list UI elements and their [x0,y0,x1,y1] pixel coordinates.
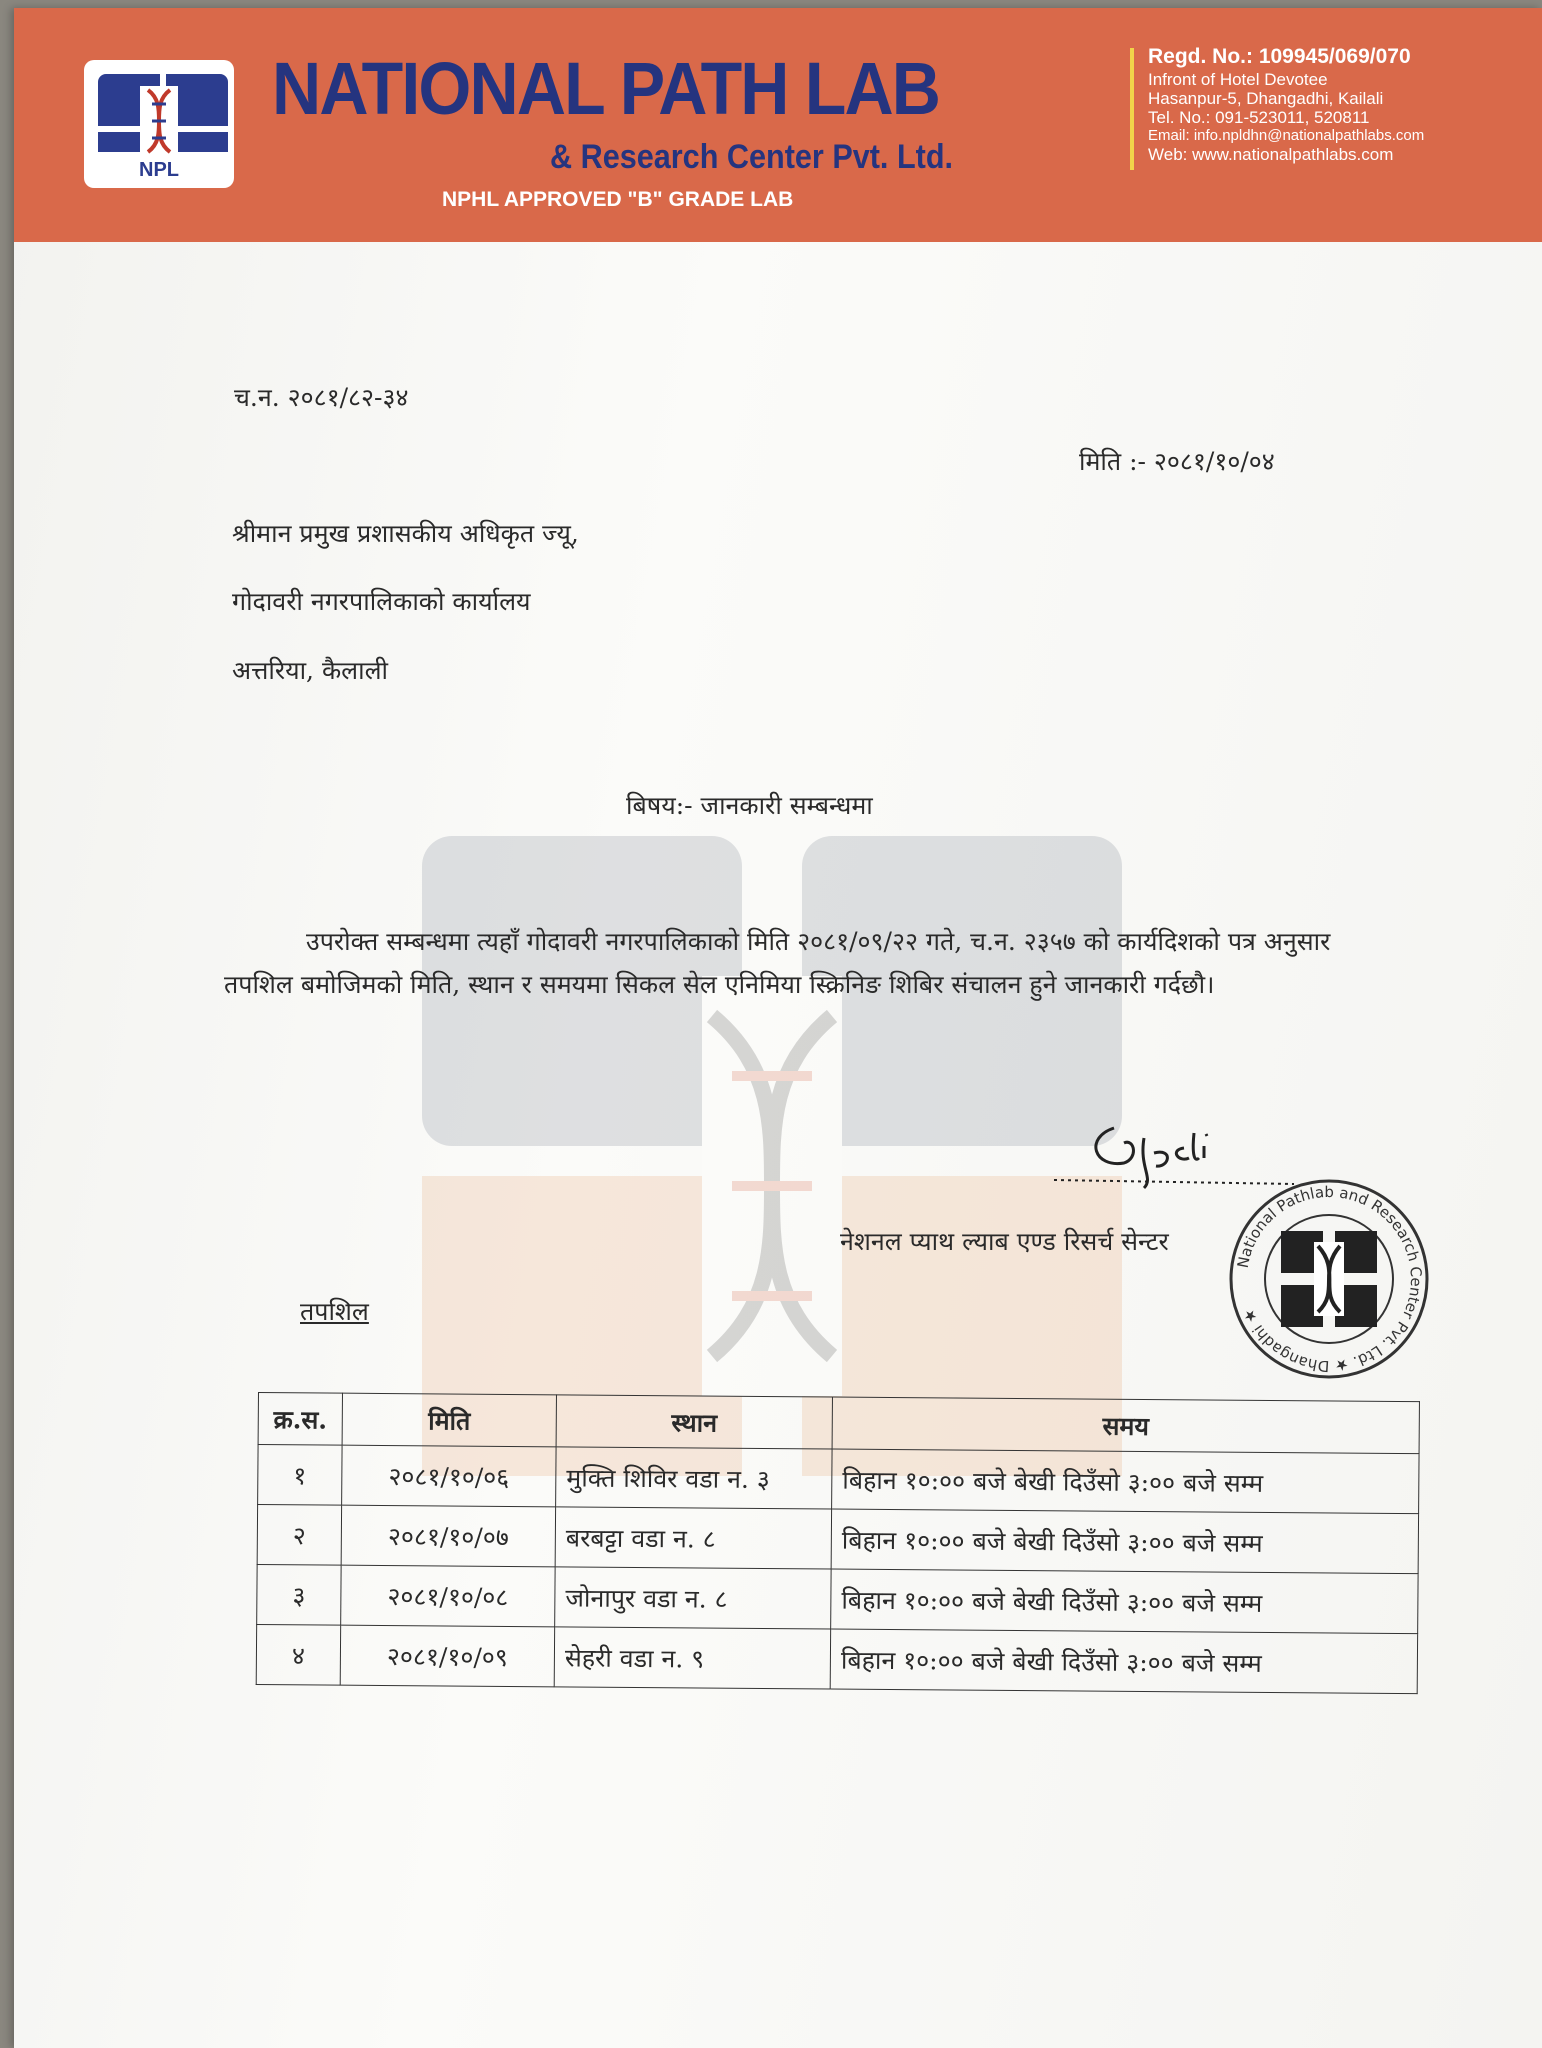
date-cell: २०८१/१०/०९ [340,1625,554,1687]
recipient-line-1: श्रीमान प्रमुख प्रशासकीय अधिकृत ज्यू, [232,519,579,548]
col-time: समय [832,1397,1419,1454]
place-cell: सेहरी वडा न. ९ [554,1627,830,1689]
schedule-title: तपशिल [300,1297,369,1326]
col-place: स्थान [556,1395,832,1449]
header-divider [1130,48,1134,170]
date-cell: २०८१/१०/०७ [341,1505,555,1567]
telephone: Tel. No.: 091-523011, 520811 [1148,108,1370,127]
table-row [257,1564,1418,1633]
place-cell: मुक्ति शिविर वडा न. ३ [556,1447,832,1509]
subject-line: बिषय:- जानकारी सम्बन्धमा [626,791,873,820]
address-line-1: Infront of Hotel Devotee [1148,70,1328,89]
table-row [256,1624,1417,1693]
brand-subtitle: & Research Center Pvt. Ltd. [550,138,954,176]
approval-note: NPHL APPROVED "B" GRADE LAB [442,188,794,211]
serial-cell: १ [258,1445,342,1506]
letter-date: मिति :- २०८१/१०/०४ [1079,447,1275,476]
time-cell: बिहान १०:०० बजे बेखी दिउँसो ३:०० बजे सम्म [831,1569,1418,1634]
time-cell: बिहान १०:०० बजे बेखी दिउँसो ३:०० बजे सम्म [830,1629,1417,1694]
serial-cell: २ [257,1505,341,1566]
logo-text: NPL [139,159,179,181]
letterhead [14,8,1542,242]
contact-block [1148,44,1424,164]
npl-logo [84,60,234,188]
company-seal [1226,1176,1432,1382]
recipient-line-3: अत्तरिया, कैलाली [232,656,388,685]
time-cell: बिहान १०:०० बजे बेखी दिउँसो ३:०० बजे सम्म [832,1449,1419,1514]
website: Web: www.nationalpathlabs.com [1148,145,1394,164]
schedule-table [256,1392,1420,1694]
col-date: मिति [342,1393,556,1447]
place-cell: बरबट्टा वडा न. ८ [555,1507,831,1569]
address-line-2: Hasanpur-5, Dhangadhi, Kailali [1148,89,1384,108]
signatory-name: नेशनल प्याथ ल्याब एण्ड रिसर्च सेन्टर [840,1227,1169,1256]
svg-text:National Pathlab and Research: National Pathlab and Research Center Pvt. Ltd. ★ Dhangadhi ★ [1233,1182,1426,1376]
time-cell: बिहान १०:०० बजे बेखी दिउँसो ३:०० बजे सम्म [831,1509,1418,1574]
table-row [258,1445,1419,1514]
place-cell: जोनापुर वडा न. ८ [555,1567,831,1629]
serial-cell: ३ [257,1564,341,1625]
serial-cell: ४ [256,1624,340,1685]
date-cell: २०८१/१०/०६ [342,1445,556,1507]
table-header-row [258,1393,1419,1454]
registration-number: Regd. No.: 109945/069/070 [1148,45,1411,68]
email: Email: info.npldhn@nationalpathlabs.com [1148,127,1425,144]
col-serial: क्र.स. [258,1393,342,1446]
letter-body: उपरोक्त सम्बन्धमा त्यहाँ गोदावरी नगरपालिकाको मिति २०८१/०९/२२ गते, च.न. २३५७ को कार्यदिशको पत्र अनुसार तपशिल बमोजिमको मिति, स्थान र समयमा सिकल सेल एनिमिया स्क्रिनिङ शिबिर संचालन हुने जानकारी गर्दछौ। [224,927,1331,999]
letter-page [14,8,1542,2048]
table-row [257,1505,1418,1574]
dna-icon [138,86,180,156]
reference-number: च.न. २०८१/८२-३४ [234,383,409,412]
recipient-line-2: गोदावरी नगरपालिकाको कार्यालय [232,587,531,616]
brand-name: NATIONAL PATH LAB [272,47,940,130]
date-cell: २०८१/१०/०८ [341,1565,555,1627]
